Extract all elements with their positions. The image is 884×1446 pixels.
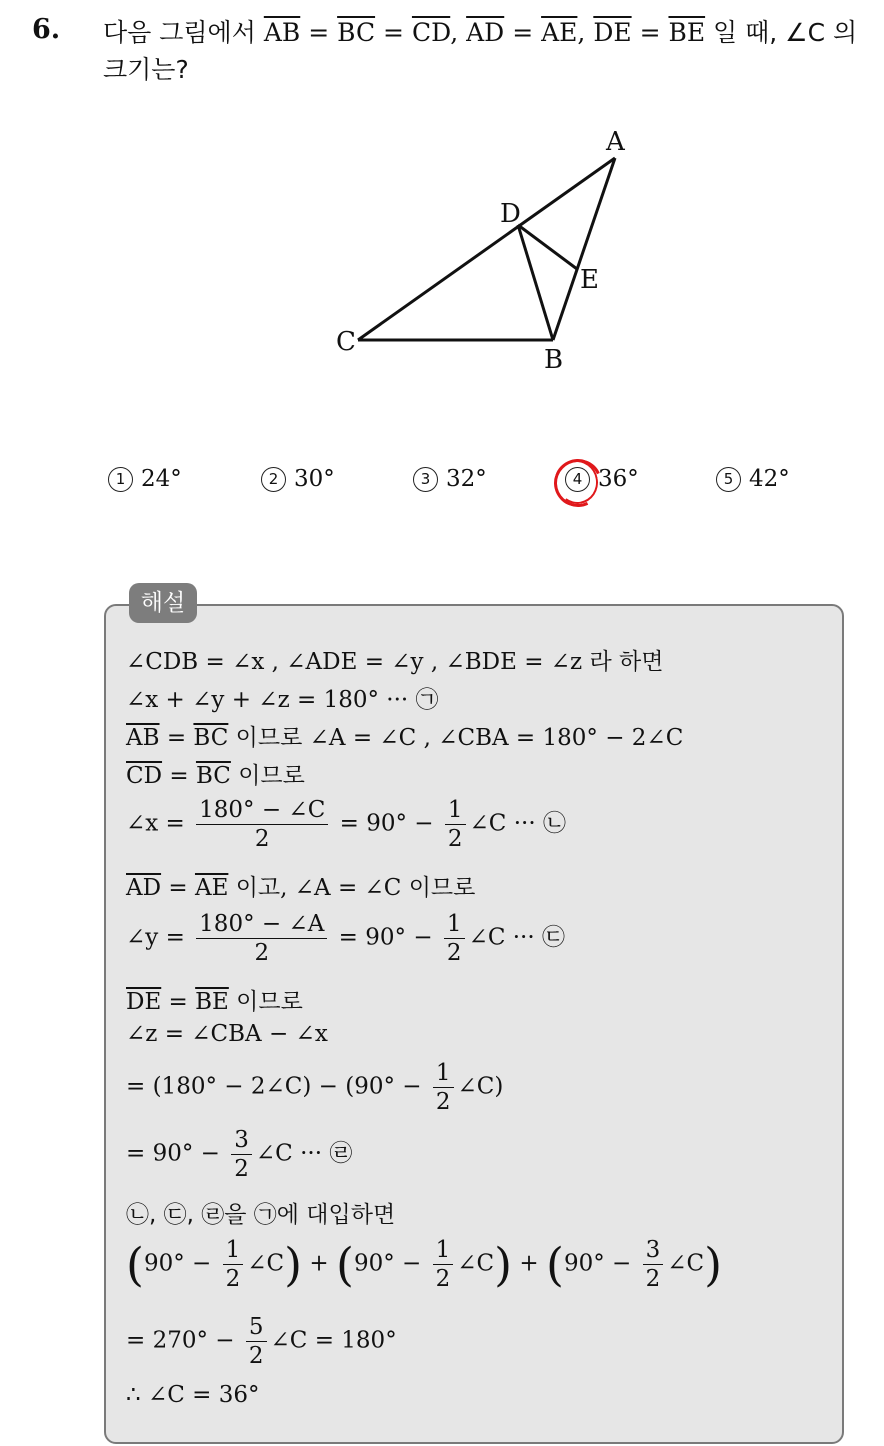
comma: , — [577, 18, 586, 47]
fraction: $\frac{3}{2}$ — [643, 1236, 664, 1293]
segment-bc: $\overline{BC}$ — [337, 18, 376, 47]
solution-text: 이고, ∠A = ∠C 이므로 — [235, 875, 476, 901]
solution-line — [126, 983, 303, 1016]
equals: = — [168, 989, 188, 1015]
comma: , — [450, 18, 459, 47]
choice-number: 5 — [716, 467, 741, 492]
solution-line — [126, 1313, 397, 1370]
solution-line — [126, 643, 663, 676]
equals: = — [166, 725, 187, 751]
question-intro: 다음 그림에서 — [103, 18, 256, 47]
fraction: $\frac{5}{2}$ — [246, 1313, 267, 1370]
solution-text: 이므로 — [238, 763, 305, 789]
solution-line — [126, 1126, 352, 1183]
segment-ab: $\overline{AB}$ — [263, 18, 301, 47]
solution-line — [126, 869, 475, 902]
solution-text: = 90° − — [339, 810, 434, 837]
choice-1[interactable] — [108, 466, 182, 492]
question-number: 6. — [32, 14, 61, 45]
fraction: $\frac{1}{2}$ — [444, 910, 465, 967]
segment-de: $\overline{DE}$ — [593, 18, 632, 47]
choice-text: 36° — [598, 466, 639, 492]
solution-line — [126, 1021, 328, 1047]
solution-text: 이므로 — [236, 989, 303, 1015]
fraction: $\frac{1}{2}$ — [433, 1059, 454, 1116]
solution-text: = 90° − — [338, 924, 433, 951]
solution-text: ∠C ··· ㉣ — [255, 1140, 353, 1167]
equals: = — [383, 18, 404, 47]
solution-text: ∠x + ∠y + ∠z = 180° ··· ㉠ — [126, 687, 439, 713]
question-ask: 크기는? — [103, 55, 189, 84]
choice-number: 4 — [565, 467, 590, 492]
fraction: $\frac{1}{2}$ — [223, 1236, 244, 1293]
choice-number: 2 — [261, 467, 286, 492]
segment-ad: $\overline{AD}$ — [126, 875, 162, 901]
solution-text: = 90° − — [126, 1140, 220, 1167]
fraction: $\frac{180^\circ - \angle A}{2}$ — [196, 910, 327, 967]
equals: = — [512, 18, 534, 47]
segment-ad: $\overline{AD}$ — [466, 18, 505, 47]
solution-text: = (180° − 2∠C) − (90° − — [126, 1073, 422, 1100]
label-d: D — [500, 199, 521, 229]
line-de — [518, 225, 577, 269]
solution-tag: 해설 — [129, 583, 197, 623]
choice-3[interactable] — [413, 466, 487, 492]
solution-text: ∠C) — [457, 1073, 504, 1100]
solution-line — [126, 1382, 259, 1408]
solution-line — [126, 1196, 395, 1229]
equals: = — [169, 763, 189, 789]
choice-5[interactable] — [716, 466, 790, 492]
segment-ae: $\overline{AE}$ — [541, 18, 578, 47]
segment-bc: $\overline{BC}$ — [195, 763, 231, 789]
solution-text: = 270° − — [126, 1327, 235, 1354]
equals: = — [308, 18, 330, 47]
fraction: $\frac{180^\circ - \angle C}{2}$ — [196, 796, 328, 853]
triangle-figure — [320, 118, 650, 388]
segment-be: $\overline{BE}$ — [195, 989, 229, 1015]
solution-text: ∠C ··· ㉡ — [469, 810, 566, 837]
equals: = — [639, 18, 661, 47]
segment-ae: $\overline{AE}$ — [194, 875, 229, 901]
fraction: $\frac{1}{2}$ — [445, 796, 466, 853]
solution-text: ∠y = — [126, 924, 185, 951]
answer-choices — [108, 466, 828, 506]
line-db — [518, 225, 553, 340]
segment-ab: $\overline{AB}$ — [126, 725, 160, 751]
segment-cd: $\overline{CD}$ — [411, 18, 451, 47]
solution-line — [126, 757, 305, 790]
choice-number: 1 — [108, 467, 133, 492]
solution-text: ∠C = 180° — [270, 1327, 397, 1354]
solution-conclusion: ∴ ∠C = 36° — [126, 1382, 260, 1408]
choice-text: 30° — [294, 466, 335, 492]
label-b: B — [544, 345, 564, 375]
line-ca — [358, 158, 615, 340]
choice-number: 3 — [413, 467, 438, 492]
question-condition: 일 때, ∠C 의 — [713, 18, 858, 47]
question-text — [103, 14, 873, 88]
solution-line — [126, 796, 566, 853]
choice-text: 24° — [141, 466, 182, 492]
solution-line — [126, 1059, 503, 1116]
segment-cd: $\overline{CD}$ — [126, 763, 163, 789]
fraction: $\frac{3}{2}$ — [231, 1126, 252, 1183]
solution-text: ∠z = ∠CBA − ∠x — [126, 1021, 328, 1047]
line-ab — [553, 158, 615, 340]
segment-be: $\overline{BE}$ — [668, 18, 706, 47]
equals: = — [168, 875, 188, 901]
solution-line — [126, 910, 565, 967]
choice-text: 42° — [749, 466, 790, 492]
label-c: C — [336, 327, 356, 357]
fraction: $\frac{1}{2}$ — [433, 1236, 454, 1293]
segment-bc: $\overline{BC}$ — [193, 725, 229, 751]
solution-text: ∠C ··· ㉢ — [468, 924, 565, 951]
segment-de: $\overline{DE}$ — [126, 989, 162, 1015]
label-e: E — [580, 265, 599, 295]
solution-line — [126, 681, 439, 714]
solution-line: (90° − $\frac{1}{2}$ ∠C) + (90° − $\frac{1}{2}$ ∠C) + (90° − $\frac{3}{2}$ ∠C) — [126, 1237, 723, 1292]
solution-text: ㉡, ㉢, ㉣을 ㉠에 대입하면 — [126, 1202, 396, 1228]
choice-text: 32° — [446, 466, 487, 492]
solution-text: 이므로 ∠A = ∠C , ∠CBA = 180° − 2∠C — [235, 725, 684, 751]
solution-text: ∠CDB = ∠x , ∠ADE = ∠y , ∠BDE = ∠z 라 하면 — [126, 649, 664, 675]
solution-text: ∠x = — [126, 810, 185, 837]
label-a: A — [606, 127, 625, 157]
solution-line — [126, 719, 683, 752]
choice-2[interactable] — [261, 466, 335, 492]
